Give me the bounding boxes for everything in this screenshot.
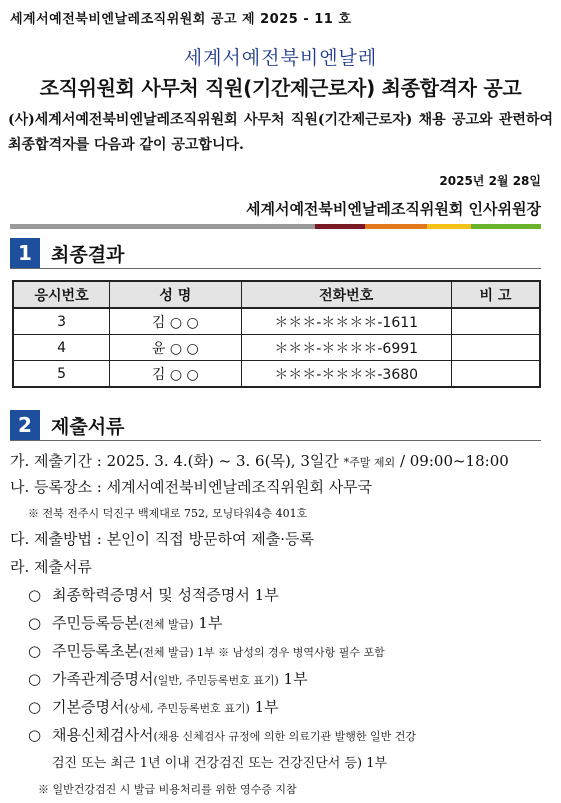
applicant-name: 김 ○ ○ [110,308,241,335]
applicant-name: 윤 ○ ○ [110,335,241,361]
health-check-continuation: 검진 또는 최근 1년 이내 건강검진 또는 건강진단서 등) 1부 [52,756,388,771]
submission-period-text: 가. 제출기간 : 2025. 3. 4.(화) ~ 3. 6(목), 3일간 [10,452,339,470]
office-address: ※ 전북 전주시 덕진구 백제대로 752, 모닝타워4층 401호 [28,507,308,520]
submission-period [10,450,509,471]
document-item: ○ 주민등록초본(전체 발급) 1부 ※ 남성의 경우 병역사항 필수 포함 [28,642,385,660]
applicant-number: 4 [13,335,110,361]
color-bar-maroon [315,224,365,229]
column-header: 성 명 [110,281,241,308]
bullet-circle-icon: ○ [28,726,42,744]
section-2-divider [10,440,541,441]
section-2-number: 2 [10,410,40,440]
bullet-circle-icon: ○ [28,698,42,716]
applicant-number: 3 [13,308,110,335]
column-header: 응시번호 [13,281,110,308]
document-item: ○ 가족관계증명서(일반, 주민등록번호 표기) 1부 [28,670,308,688]
table-header-row [13,281,540,308]
registration-place: 나. 등록장소 : 세계서예전북비엔날레조직위원회 사무국 [10,478,373,496]
color-bar-green [471,224,541,229]
bullet-circle-icon: ○ [28,586,42,604]
applicant-remark [451,308,540,335]
table-row [13,308,540,335]
biennale-logo: 세계서예전북비엔날레 [183,47,378,69]
section-1-divider [10,268,541,269]
color-bar-gray [10,224,315,229]
submission-time: / 09:00~18:00 [399,452,509,470]
notice-date: 2025년 2월 28일 [439,174,541,188]
column-header: 전화번호 [241,281,451,308]
column-header: 비 고 [451,281,540,308]
color-bar [10,224,541,229]
bullet-circle-icon: ○ [28,642,42,660]
receipt-note: ※ 일반건강검진 시 발급 비용처리를 위한 영수증 지참 [38,783,297,796]
intro-text: (사)세계서예전북비엔날레조직위원회 사무처 직원(기간제근로자) 채용 공고와 관련하여 최종합격자를 다음과 같이 공고합니다. [8,112,553,153]
table-row [13,361,540,388]
applicant-phone: ＊＊＊-＊＊＊＊-1611 [241,308,451,335]
applicant-remark [451,335,540,361]
document-item: ○ 주민등록등본(전체 발급) 1부 [28,614,223,632]
bullet-circle-icon: ○ [28,614,42,632]
applicant-number: 5 [13,361,110,388]
weekend-note: *주말 제외 [343,456,396,469]
applicant-phone: ＊＊＊-＊＊＊＊-6991 [241,335,451,361]
document-item: ○ 기본증명서(상세, 주민등록번호 표기) 1부 [28,698,279,716]
section-1-number: 1 [10,238,40,268]
page-title: 조직위원회 사무처 직원(기간제근로자) 최종합격자 공고 [39,76,522,100]
document-item: ○ 최종학력증명서 및 성적증명서 1부 [28,586,279,604]
section-2-title: 제출서류 [51,415,125,438]
notice-number: 세계서예전북비엔날레조직위원회 공고 제 2025 - 11 호 [10,12,352,27]
documents-label: 라. 제출서류 [10,558,92,576]
section-2-header [10,410,124,440]
submission-method: 다. 제출방법 : 본인이 직접 방문하여 제출·등록 [10,530,315,548]
document-item: ○ 채용신체검사서(채용 신체검사 규정에 의한 의료기관 발행한 일반 건강 [28,726,416,744]
results-table [12,280,541,388]
section-1-title: 최종결과 [51,243,125,266]
color-bar-orange [365,224,427,229]
table-row [13,335,540,361]
applicant-phone: ＊＊＊-＊＊＊＊-3680 [241,361,451,388]
applicant-name: 김 ○ ○ [110,361,241,388]
color-bar-yellow [427,224,471,229]
issuer: 세계서예전북비엔날레조직위원회 인사위원장 [245,200,541,218]
section-1-header [10,238,124,268]
bullet-circle-icon: ○ [28,670,42,688]
applicant-remark [451,361,540,388]
